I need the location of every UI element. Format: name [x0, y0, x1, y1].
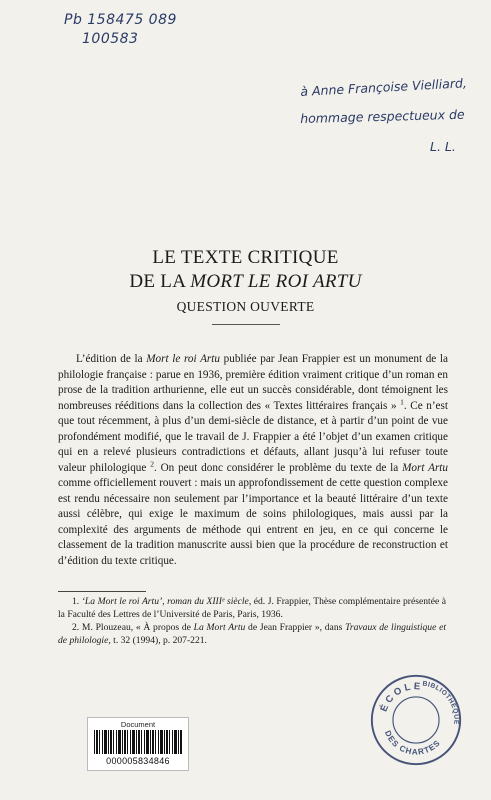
- handwritten-shelf-mark: Pb 158475 089: [64, 12, 177, 28]
- stamp-inner-ring: [393, 697, 439, 743]
- footnote-segment: de Jean Frappier », dans: [245, 622, 346, 634]
- body-segment: L’édition de la: [76, 353, 147, 365]
- stamp-right-text: BIBLIOTHÈQUE: [421, 680, 460, 726]
- barcode-label: [87, 717, 189, 771]
- footnote-segment: , t. 32 (1994), p. 207-221.: [108, 634, 207, 646]
- article-title-line-1: LE TEXTE CRITIQUE: [152, 247, 339, 268]
- footnotes: [58, 596, 446, 648]
- footnote-1: [58, 596, 446, 621]
- title-prefix: DE LA: [129, 271, 191, 292]
- footnote-segment: , éd. J. Frappier, Thèse complémentaire présentée à la Faculté des Lettres de l’Université de Paris, Paris, 1936.: [58, 596, 447, 620]
- footnote-segment: 2. M. Plouzeau, « À propos de: [72, 622, 194, 634]
- article-title-line-2: [0, 271, 491, 293]
- body-segment: . On peut donc considérer le problème du texte de la: [153, 461, 403, 474]
- body-text: [58, 352, 448, 569]
- footnote-italic: Travaux de linguistique et de philologie: [58, 622, 446, 646]
- body-segment: publiée par Jean Frappier est un monument de la philologie française : parue en 1936, première édition vraiment critique d’un roman en prose de la tradition arthurienne, elle eut un succès considérable, dont témoignent les nombreuses rééditions dans la collection des « Textes littéraires français »: [58, 353, 449, 412]
- stamp-top-text: ÉCOLE: [378, 681, 424, 714]
- title-work-name: MORT LE ROI ARTU: [190, 271, 362, 292]
- article-subtitle: QUESTION OUVERTE: [176, 299, 315, 314]
- footnote-segment: 1.: [72, 596, 82, 607]
- body-italic-title: Mort Artu: [402, 461, 449, 474]
- library-stamp-icon: [368, 672, 464, 768]
- footnote-ref-1: 1: [400, 396, 404, 406]
- footnote-ref-2: 2: [150, 458, 154, 468]
- body-segment: comme officiellement rouvert : mais un approfondissement de cette question complexe est rendu nécessaire non seulement par l’importance et la beauté littéraire d’un texte aussi célèbre, qui exige le maximum de soins philologiques, mais aussi par la complexité des arguments de méthode qui entrent en jeu, en ce qui concerne le classement de la tradition manuscrite aussi bien que la procédure de reconstruction et d’édition du texte critique.: [58, 477, 448, 567]
- stamp-bottom-text: DES CHARTES: [382, 729, 443, 757]
- barcode-number: 000005834846: [106, 756, 170, 766]
- body-italic-title: Mort le roi Artu: [146, 353, 220, 365]
- body-segment: . Ce n’est que tout récemment, à plus d’un demi-siècle de distance, et à partir d’un point de vue profondément modifié, que le travail de J. Frappier a été l’objet d’un examen critique qui en a relevé plusieurs contradictions et défauts, allant jusqu’à lui refuser toute valeur philologique: [58, 399, 448, 474]
- body-paragraph: [58, 352, 448, 569]
- footnote-2: [58, 622, 446, 647]
- footnote-italic: La Mort Artu: [193, 622, 246, 634]
- barcode-caption: Document: [120, 720, 156, 729]
- footnote-italic: ‘La Mort le roi Artu’, roman du XIIIᵉ siècle: [81, 596, 249, 607]
- handwritten-number: 100583: [82, 31, 139, 47]
- handwritten-dedication-line-3: L. L.: [430, 139, 456, 154]
- footnote-divider: [58, 591, 146, 592]
- handwritten-dedication-line-2: hommage respectueux de: [300, 106, 465, 126]
- handwritten-dedication-line-1: à Anne Françoise Vielliard,: [300, 75, 468, 99]
- barcode-icon: [94, 730, 182, 754]
- title-divider: [212, 324, 280, 325]
